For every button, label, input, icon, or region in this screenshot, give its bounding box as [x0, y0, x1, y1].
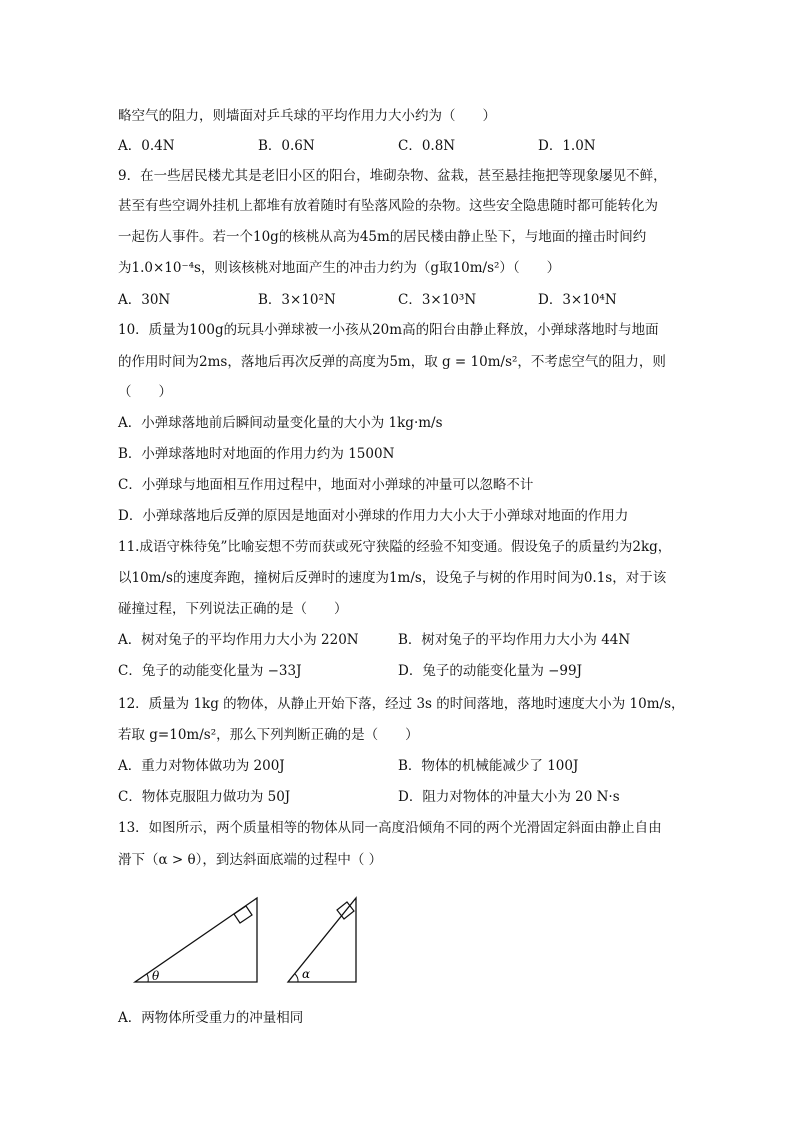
q9-line-4: 为1.0×10⁻⁴s，则该核桃对地面产生的冲击力约为（g取10m/s²）（ ）: [118, 260, 561, 276]
q9-line-2: 甚至有些空调外挂机上都堆有放着随时有坠落风险的杂物。这些安全隐患随时都可能转化为: [118, 198, 658, 214]
q13-line-1: 13．如图所示，两个质量相等的物体从同一高度沿倾角不同的两个光滑固定斜面由静止自由: [118, 820, 662, 836]
q8-text: 略空气的阻力，则墙面对乒乓球的平均作用力大小约为（ ）: [118, 108, 496, 124]
q9-option-b: B．3×10²N: [258, 292, 336, 308]
q12-option-b: B．物体的机械能减少了 100J: [398, 758, 579, 774]
q10-option-a: A．小弹球落地前后瞬间动量变化量的大小为 1kg·m/s: [118, 415, 443, 431]
q8-option-c: C．0.8N: [398, 138, 456, 154]
q11-option-a: A．树对兔子的平均作用力大小为 220N: [118, 632, 359, 648]
left-angle-arc: [147, 974, 148, 982]
q12-line-1: 12．质量为 1kg 的物体，从静止开始下落，经过 3s 的时间落地，落地时速度大小为 10m/s，: [118, 696, 685, 712]
q10-line-1: 10．质量为100g的玩具小弹球被一小孩从20m高的阳台由静止释放，小弹球落地时与地面: [118, 322, 659, 338]
q11-option-c: C．兔子的动能变化量为 −33J: [118, 663, 302, 679]
q9-option-c: C．3×10³N: [398, 292, 477, 308]
theta-label: θ: [152, 969, 160, 983]
q8-option-a: A．0.4N: [118, 138, 175, 154]
alpha-label: α: [302, 967, 311, 981]
q12-option-d: D．阻力对物体的冲量大小为 20 N·s: [398, 789, 620, 805]
q12-option-a: A．重力对物体做功为 200J: [118, 758, 285, 774]
right-incline-triangle: [288, 898, 356, 982]
q11-line-3: 碰撞过程，下列说法正确的是（ ）: [118, 601, 348, 617]
q11-line-1: 11.成语守株待兔”比喻妄想不劳而获或死守狭隘的经验不知变通。假设兔子的质量约为2kg，: [118, 539, 672, 555]
q9-line-3: 一起伤人事件。若一个10g的核桃从高为45m的居民楼由静止坠下，与地面的撞击时间约: [118, 229, 647, 245]
q8-option-d: D．1.0N: [538, 138, 596, 154]
q12-option-c: C．物体克服阻力做功为 50J: [118, 789, 291, 805]
q12-line-2: 若取 g=10m/s²，那么下列判断正确的是（ ）: [118, 727, 419, 743]
q11-option-b: B．树对兔子的平均作用力大小为 44N: [398, 632, 631, 648]
q13-line-2: 滑下（α > θ），到达斜面底端的过程中（ ）: [118, 852, 383, 868]
q9-line-1: 9．在一些居民楼尤其是老旧小区的阳台，堆砌杂物、盆栽，甚至悬挂拖把等现象屡见不鲜，: [118, 168, 667, 184]
q9-option-d: D．3×10⁴N: [538, 292, 617, 308]
q13-option-a: A．两物体所受重力的冲量相同: [118, 1010, 304, 1026]
q8-option-b: B．0.6N: [258, 138, 315, 154]
q10-option-d: D．小弹球落地后反弹的原因是地面对小弹球的作用力大小大于小弹球对地面的作用力: [118, 508, 629, 524]
q10-line-2: 的作用时间为2ms，落地后再次反弹的高度为5m，取 g = 10m/s²，不考虑空气的阻力，则: [118, 354, 666, 370]
q11-line-2: 以10m/s的速度奔跑，撞树后反弹时的速度为1m/s，设兔子与树的作用时间为0.1s，对于该: [118, 570, 667, 586]
right-angle-arc: [295, 974, 298, 982]
right-incline: [288, 898, 356, 982]
q10-option-c: C．小弹球与地面相互作用过程中，地面对小弹球的冲量可以忽略不计: [118, 477, 534, 493]
q11-option-d: D．兔子的动能变化量为 −99J: [398, 663, 583, 679]
inclined-planes-figure: [130, 890, 390, 990]
left-block: [234, 906, 252, 923]
q10-line-3: （ ）: [118, 384, 172, 400]
q9-option-a: A．30N: [118, 292, 171, 308]
q10-option-b: B．小弹球落地时对地面的作用力约为 1500N: [118, 446, 395, 462]
left-incline: [135, 898, 257, 983]
